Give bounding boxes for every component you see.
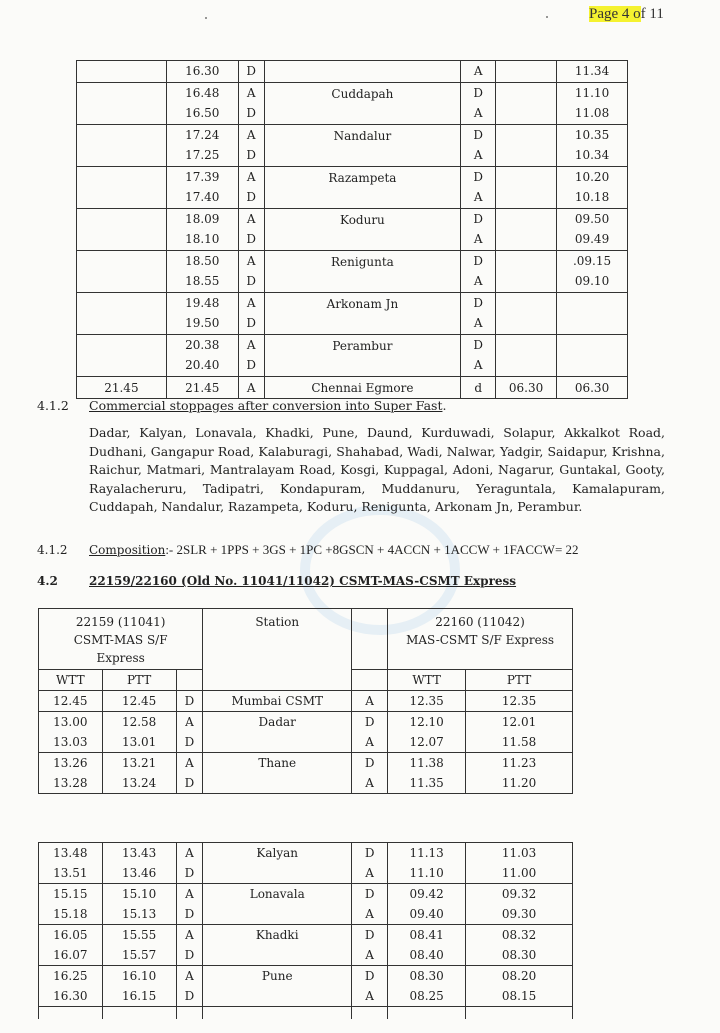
section-heading-train: 4.2 22159/22160 (Old No. 11041/11042) CSMT-MAS-CSMT Express <box>37 574 517 588</box>
table-cell <box>77 293 167 335</box>
table-row <box>77 83 628 125</box>
table-cell: 16.30 <box>166 61 238 83</box>
table-cell: 11.10 11.08 <box>557 83 628 125</box>
table-cell: 11.13 11.10 <box>388 843 466 884</box>
table-cell <box>77 125 167 167</box>
table-cell: 15.55 15.57 <box>102 925 176 966</box>
table-cell <box>77 335 167 377</box>
table-cell: 15.15 15.18 <box>39 884 103 925</box>
table-cell <box>496 293 557 335</box>
table-cell: 10.35 10.34 <box>557 125 628 167</box>
table-cell <box>77 167 167 209</box>
scan-speck <box>205 17 207 19</box>
table-row <box>39 884 573 925</box>
table-cell: 16.25 16.30 <box>39 966 103 1007</box>
table-cell: 06.30 <box>557 377 628 399</box>
station-name: Thane <box>203 753 352 794</box>
table-cell: 19.48 19.50 <box>166 293 238 335</box>
table-cell: 18.09 18.10 <box>166 209 238 251</box>
station-name: Pune <box>203 966 352 1007</box>
table-cell: D <box>238 61 264 83</box>
table-cell: D A <box>461 83 496 125</box>
table-cell: 10.20 10.18 <box>557 167 628 209</box>
station-name: Lonavala <box>203 884 352 925</box>
station-name: Cuddapah <box>264 83 461 125</box>
page-number-highlight: Page 4 o <box>589 6 641 22</box>
table-cell: 13.00 13.03 <box>39 712 103 753</box>
table-cell <box>557 335 628 377</box>
station-name: Perambur <box>264 335 461 377</box>
table-cell: D A <box>461 251 496 293</box>
table-row <box>77 251 628 293</box>
col-wtt: WTT <box>388 670 466 691</box>
table-row <box>39 966 573 1007</box>
table-cell: 12.45 <box>39 691 103 712</box>
table-row <box>77 293 628 335</box>
station-name: Mumbai CSMT <box>203 691 352 712</box>
header-station: Station <box>203 609 352 691</box>
table-cell: 15.10 15.13 <box>102 884 176 925</box>
header-blank <box>352 609 388 670</box>
col-ptt: PTT <box>466 670 573 691</box>
table-cell: D A <box>352 966 388 1007</box>
table-cell: .09.15 09.10 <box>557 251 628 293</box>
station-name: Renigunta <box>264 251 461 293</box>
station-name: Dadar <box>203 712 352 753</box>
stoppages-list: Dadar, Kalyan, Lonavala, Khadki, Pune, Daund, Kurduwadi, Solapur, Akkalkot Road, Dudhani, Gangapur Road, Kalaburagi, Shahabad, Wadi, Nalwar, Yadgir, Saidapur, Krishna, Raichur, Matmari, Mantralayam Road, Kosgi, Kuppagal, Adoni, Nagarur, Guntakal, Gooty, Rayalacheruru, Tadipatri, Kondapuram, Muddanuru, Yeraguntala, Kamalapuram, Cuddapah, Nandalur, Razampeta, Koduru, Renigunta, Arkonam Jn, Perambur. <box>89 425 665 514</box>
table-row <box>39 691 573 712</box>
composition-line: 4.1.2 Composition:- 2SLR + 1PPS + 3GS + 1PC +8GSCN + 4ACCN + 1ACCW + 1FACCW= 22 <box>37 542 579 557</box>
table-cell: A D <box>176 753 203 794</box>
table-cell: 13.26 13.28 <box>39 753 103 794</box>
header-up-train: 22159 (11041) CSMT-MAS S/F Express <box>39 609 203 670</box>
table-cell: D A <box>352 843 388 884</box>
table-cell <box>496 125 557 167</box>
table-cell: d <box>461 377 496 399</box>
table-cell: 08.41 08.40 <box>388 925 466 966</box>
table-cell: 17.24 17.25 <box>166 125 238 167</box>
table-cell: 12.45 <box>102 691 176 712</box>
table-cell: 16.48 16.50 <box>166 83 238 125</box>
table-cell: A <box>238 377 264 399</box>
table-cell: D A <box>461 293 496 335</box>
table-cell: 21.45 <box>166 377 238 399</box>
table-cell <box>77 83 167 125</box>
table-cell <box>77 251 167 293</box>
table-cell: A D <box>238 335 264 377</box>
table-row <box>39 925 573 966</box>
table-row <box>77 125 628 167</box>
table-cell: D A <box>461 209 496 251</box>
col-ad <box>352 670 388 691</box>
table-cell: 20.38 20.40 <box>166 335 238 377</box>
table-cell: A D <box>176 712 203 753</box>
table-cell: A D <box>238 83 264 125</box>
table-cell: 11.23 11.20 <box>466 753 573 794</box>
table-cell: 17.39 17.40 <box>166 167 238 209</box>
station-name: Razampeta <box>264 167 461 209</box>
table-cell: 11.03 11.00 <box>466 843 573 884</box>
table-row <box>77 335 628 377</box>
table-cell: 08.32 08.30 <box>466 925 573 966</box>
table-cell: 12.58 13.01 <box>102 712 176 753</box>
timetable-22159-22160-cont <box>38 842 573 1019</box>
table-cell: 12.01 11.58 <box>466 712 573 753</box>
table-cell: A D <box>238 209 264 251</box>
col-ptt: PTT <box>102 670 176 691</box>
station-name: Koduru <box>264 209 461 251</box>
table-row <box>39 843 573 884</box>
section-heading-stoppages: 4.1.2 Commercial stoppages after conversion into Super Fast. <box>37 398 447 413</box>
table-cell <box>496 167 557 209</box>
table-cell: 09.50 09.49 <box>557 209 628 251</box>
table-cell: D A <box>461 335 496 377</box>
table-cell: D A <box>352 753 388 794</box>
table-cell: D A <box>352 884 388 925</box>
table-cell: D A <box>461 125 496 167</box>
table-cell: 08.20 08.15 <box>466 966 573 1007</box>
table-cell: D <box>176 691 203 712</box>
station-name: Chennai Egmore <box>264 377 461 399</box>
table-cell: A D <box>238 293 264 335</box>
table-row <box>77 61 628 83</box>
table-cell: 12.35 <box>466 691 573 712</box>
table-cell: A D <box>176 966 203 1007</box>
table-cell: A D <box>176 884 203 925</box>
station-name <box>264 61 461 83</box>
table-cell: 16.10 16.15 <box>102 966 176 1007</box>
table-cell: 09.42 09.40 <box>388 884 466 925</box>
col-ad <box>176 670 203 691</box>
station-name: Arkonam Jn <box>264 293 461 335</box>
table-cell: 06.30 <box>496 377 557 399</box>
table-cell <box>496 209 557 251</box>
table-row <box>39 753 573 794</box>
table-cell: A D <box>176 925 203 966</box>
table-cell <box>496 83 557 125</box>
table-cell: D A <box>461 167 496 209</box>
table-cell: A D <box>238 125 264 167</box>
table-row <box>39 712 573 753</box>
scan-speck <box>546 16 548 18</box>
table-cell: A D <box>238 167 264 209</box>
table-cell: 13.48 13.51 <box>39 843 103 884</box>
table-cell: 11.38 11.35 <box>388 753 466 794</box>
table-row <box>77 209 628 251</box>
table-row-empty <box>39 1007 103 1020</box>
table-cell: 09.32 09.30 <box>466 884 573 925</box>
table-cell: 18.50 18.55 <box>166 251 238 293</box>
station-name: Kalyan <box>203 843 352 884</box>
col-wtt: WTT <box>39 670 103 691</box>
header-down-train: 22160 (11042) MAS-CSMT S/F Express <box>388 609 573 670</box>
table-cell <box>77 61 167 83</box>
page-number: Page 4 of 11 <box>589 6 664 22</box>
timetable-22159-22160 <box>38 608 573 794</box>
table-cell: 13.21 13.24 <box>102 753 176 794</box>
table-cell: A <box>352 691 388 712</box>
table-cell: 12.35 <box>388 691 466 712</box>
table-cell: A D <box>238 251 264 293</box>
table-cell <box>496 335 557 377</box>
timetable-continued <box>76 60 628 399</box>
table-cell: 13.43 13.46 <box>102 843 176 884</box>
table-cell: 08.30 08.25 <box>388 966 466 1007</box>
table-cell <box>496 61 557 83</box>
station-name: Nandalur <box>264 125 461 167</box>
table-cell: A D <box>176 843 203 884</box>
table-cell <box>77 209 167 251</box>
table-cell <box>557 293 628 335</box>
table-row <box>77 377 628 399</box>
station-name: Khadki <box>203 925 352 966</box>
table-row <box>77 167 628 209</box>
table-cell: 16.05 16.07 <box>39 925 103 966</box>
table-cell: D A <box>352 925 388 966</box>
table-cell <box>496 251 557 293</box>
table-cell: A <box>461 61 496 83</box>
table-cell: D A <box>352 712 388 753</box>
table-cell: 11.34 <box>557 61 628 83</box>
table-cell: 12.10 12.07 <box>388 712 466 753</box>
table-cell: 21.45 <box>77 377 167 399</box>
